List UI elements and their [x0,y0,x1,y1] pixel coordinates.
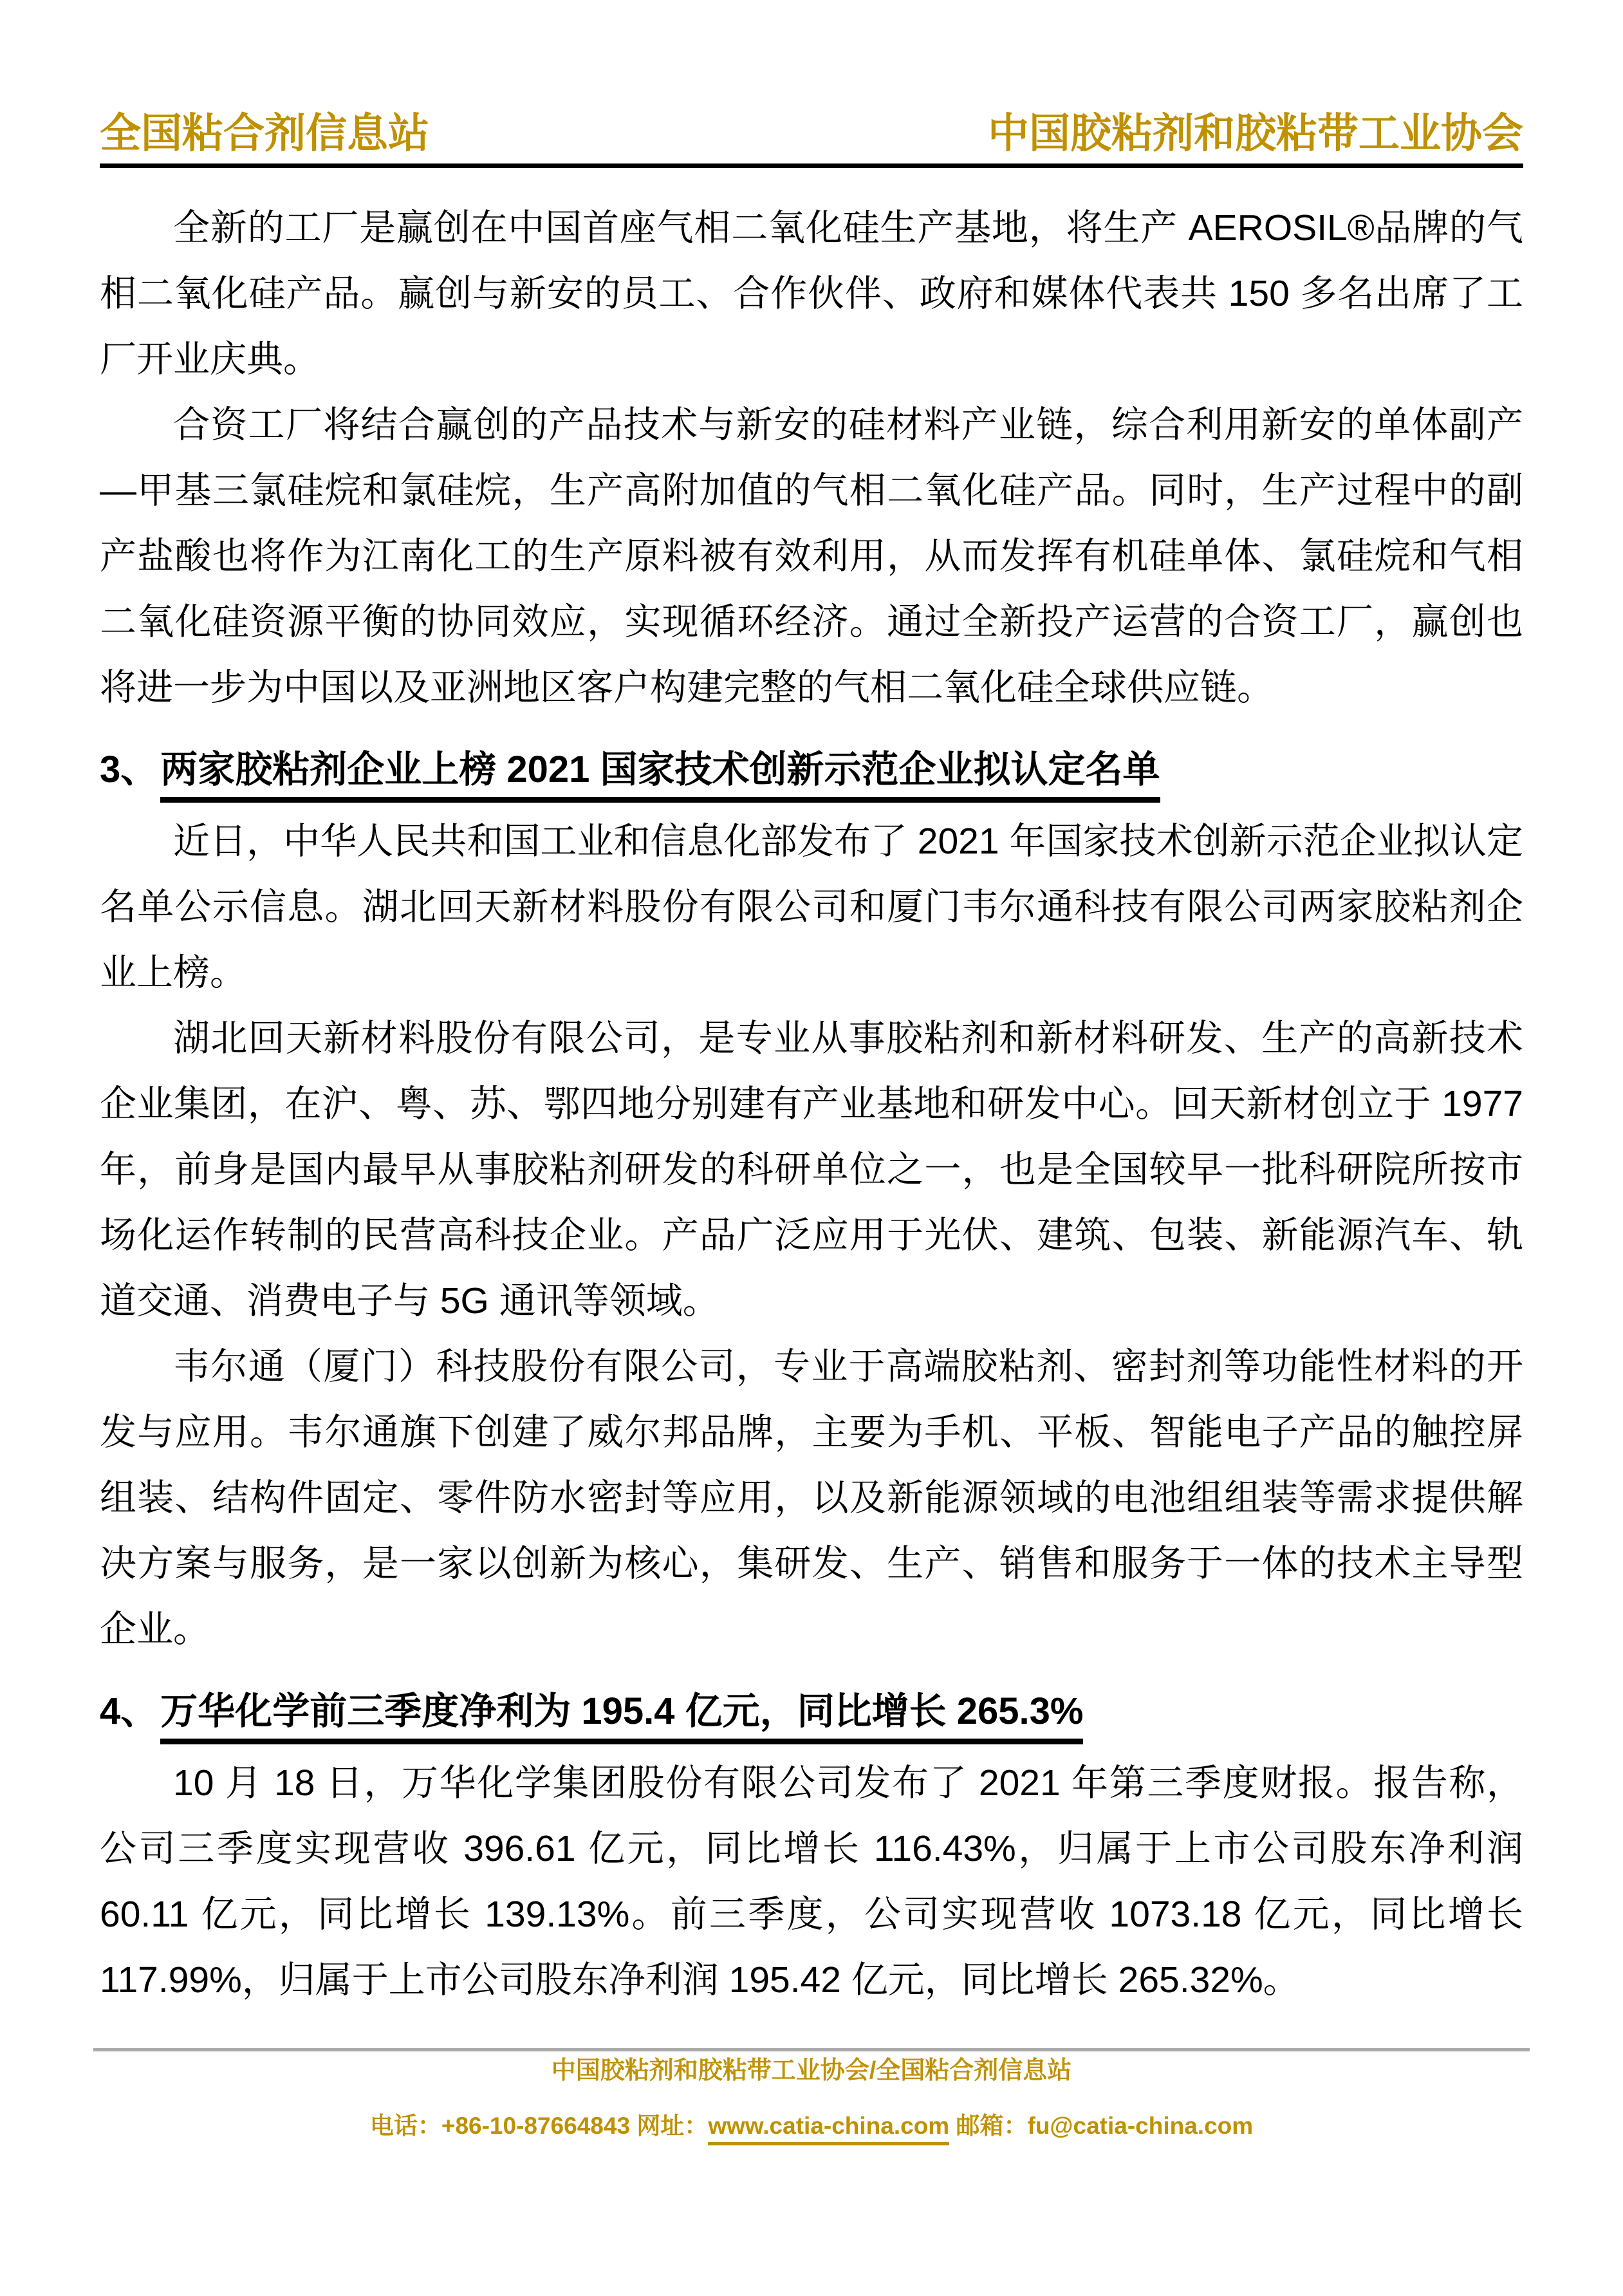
footer-email: fu@catia-china.com [1027,2113,1254,2139]
paragraph-joint-venture: 合资工厂将结合赢创的产品技术与新安的硅材料产业链，综合利用新安的单体副产—甲基三氯硅烷和氯硅烷，生产高附加值的气相二氧化硅产品。同时，生产过程中的副产盐酸也将作为江南化工的生产原料被有效利用，从而发挥有机硅单体、氯硅烷和气相二氧化硅资源平衡的协同效应，实现循环经济。通过全新投产运营的合资工厂，赢创也将进一步为中国以及亚洲地区客户构建完整的气相二氧化硅全球供应链。 [100,404,1523,708]
section-3-title: 两家胶粘剂企业上榜 2021 国家技术创新示范企业拟认定名单 [160,749,1160,803]
document-body [100,195,1523,2013]
page-footer [100,2056,1523,2141]
paragraph-huitian: 湖北回天新材料股份有限公司，是专业从事胶粘剂和新材料研发、生产的高新技术企业集团，在沪、粤、苏、鄂四地分别建有产业基地和研发中心。回天新材创立于 1977 年，前身是国内最早从事胶粘剂研发的科研单位之一，也是全国较早一批科研院所按市场化运作转制的民营高科技企业。产品广泛应用于光伏、建筑、包装、新能源汽车、轨道交通、消费电子与 5G 通讯等领域。 [100,1018,1523,1321]
footer-email-label: 邮箱： [956,2113,1028,2139]
section-4-heading [100,1689,1523,1734]
header-left-title: 全国粘合剂信息站 [100,110,429,156]
footer-org-line: 中国胶粘剂和胶粘带工业协会/全国粘合剂信息站 [551,2057,1072,2084]
footer-phone: +86-10-87664843 [441,2113,631,2139]
footer-contact-line [100,2111,1523,2141]
section-4-number: 4、 [100,1690,158,1732]
paragraph-evonik-plant: 全新的工厂是赢创在中国首座气相二氧化硅生产基地，将生产 AEROSIL®品牌的气相二氧化硅产品。赢创与新安的员工、合作伙伴、政府和媒体代表共 150 多名出席了工厂开业庆典。 [100,207,1523,380]
footer-website-link[interactable]: www.catia-china.com [708,2113,949,2145]
paragraph-weiertong: 韦尔通（厦门）科技股份有限公司，专业于高端胶粘剂、密封剂等功能性材料的开发与应用。韦尔通旗下创建了威尔邦品牌，主要为手机、平板、智能电子产品的触控屏组装、结构件固定、零件防水密封等应用，以及新能源领域的电池组组装等需求提供解决方案与服务，是一家以创新为核心，集研发、生产、销售和服务于一体的技术主导型企业。 [100,1346,1523,1650]
section-3-number: 3、 [100,749,158,790]
footer-phone-label: 电话： [369,2113,441,2139]
footer-web-label: 网址： [636,2113,709,2139]
header-right-title: 中国胶粘剂和胶粘带工业协会 [988,110,1523,156]
section-3-heading [100,747,1523,792]
footer-divider [93,2048,1530,2051]
section-4-title: 万华化学前三季度净利为 195.4 亿元，同比增长 265.3% [160,1690,1083,1744]
paragraph-wanhua-report: 10 月 18 日，万华化学集团股份有限公司发布了 2021 年第三季度财报。报告称，公司三季度实现营收 396.61 亿元，同比增长 116.43%，归属于上市公司股东净利润 60.11 亿元，同比增长 139.13%。前三季度，公司实现营收 1073.18 亿元，同比增长 117.99%，归属于上市公司股东净利润 195.42 亿元，同比增长 265.32%。 [100,1762,1523,2001]
paragraph-miit-list: 近日，中华人民共和国工业和信息化部发布了 2021 年国家技术创新示范企业拟认定名单公示信息。湖北回天新材料股份有限公司和厦门韦尔通科技有限公司两家胶粘剂企业上榜。 [100,821,1523,993]
page-header [100,111,1523,168]
